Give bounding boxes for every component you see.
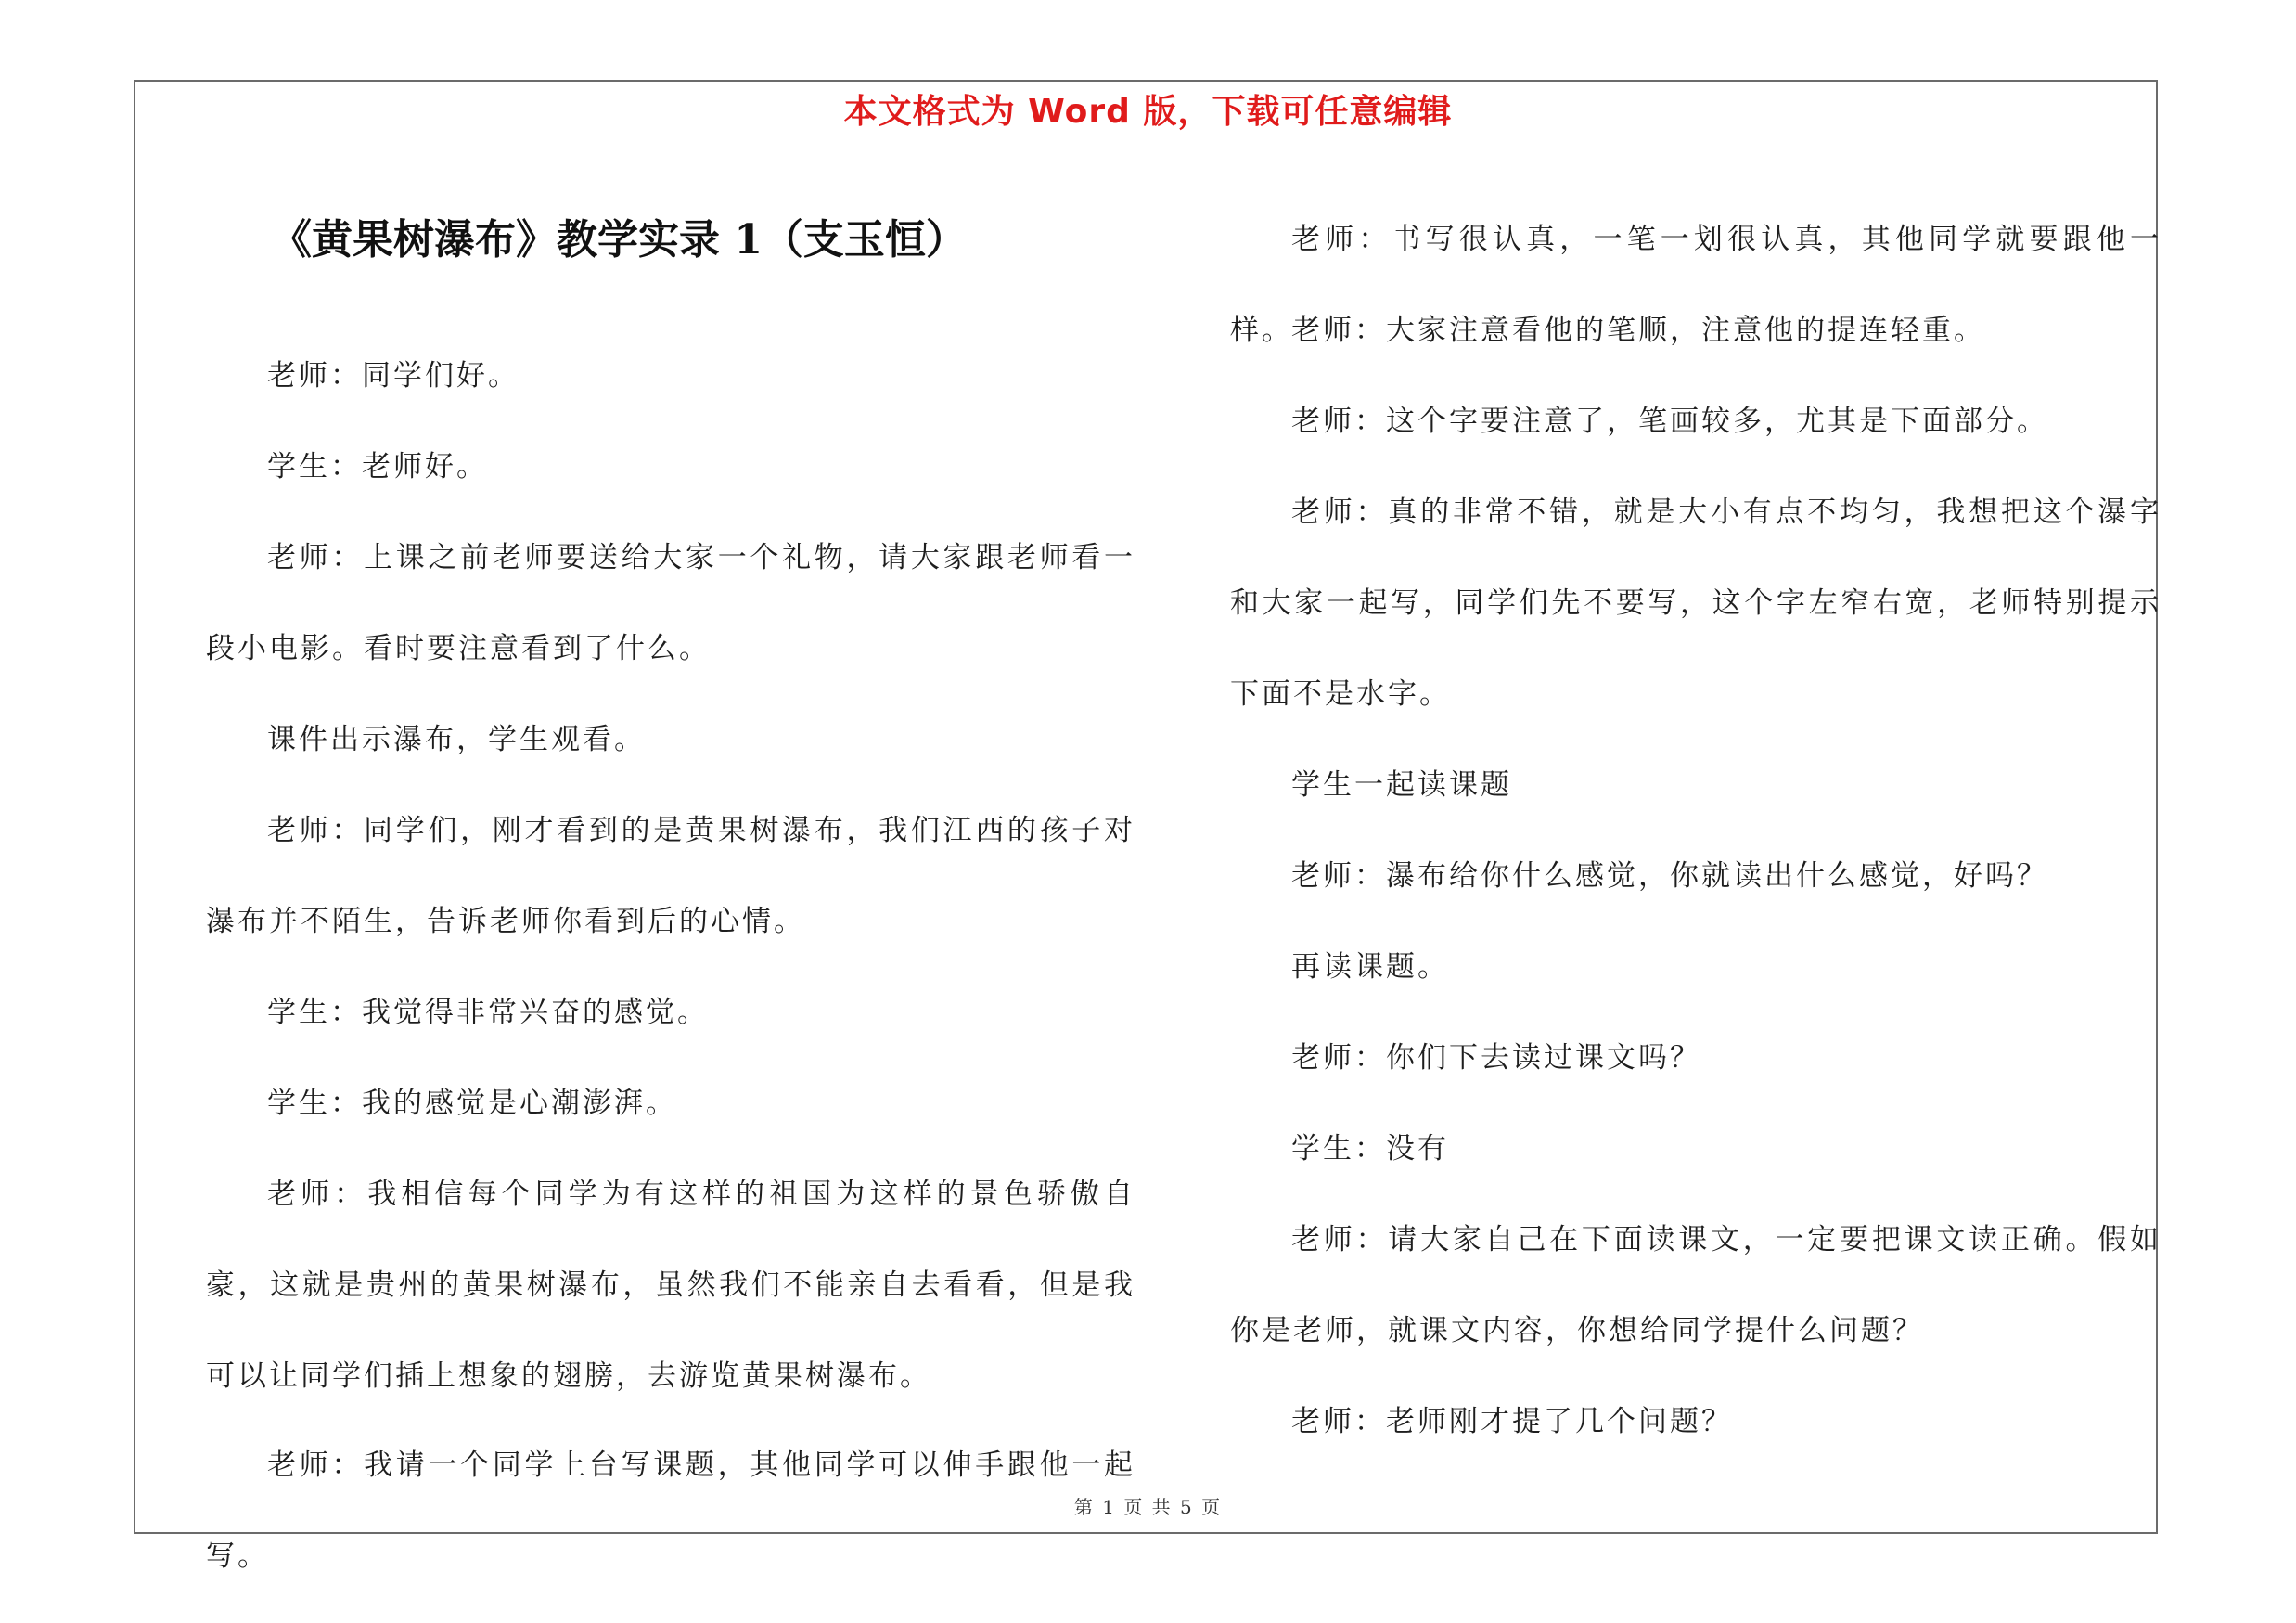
paragraph: 学生：没有 <box>1291 1132 1449 1166</box>
paragraph: 老师：请大家自己在下面读课文，一定要把课文读正确。假如你是老师，就课文内容，你想给同学提什么问题？ <box>1230 1223 2161 1347</box>
paragraph: 老师：这个字要注意了，笔画较多，尤其是下面部分。 <box>1291 405 2048 438</box>
document-title: 《黄果树瀑布》教学实录 1（支玉恒） <box>271 216 967 264</box>
paragraph: 老师：同学们好。 <box>267 359 519 393</box>
paragraph: 学生：我的感觉是心潮澎湃。 <box>267 1087 677 1120</box>
paragraph: 老师：大家注意看他的笔顺，注意他的提连轻重。 <box>1291 314 1985 347</box>
format-banner: 本文格式为 Word 版，下载可任意编辑 <box>843 93 1453 131</box>
paragraph: 老师：我请一个同学上台写课题，其他同学可以伸手跟他一起写。 <box>206 1449 1135 1573</box>
paragraph: 学生：我觉得非常兴奋的感觉。 <box>267 996 709 1029</box>
paragraph: 老师：真的非常不错，就是大小有点不均匀，我想把这个瀑字和大家一起写，同学们先不要写，这个字左窄右宽，老师特别提示下面不是水字。 <box>1230 496 2161 711</box>
paragraph: 老师：你们下去读过课文吗？ <box>1291 1041 1701 1075</box>
paragraph: 老师：同学们，刚才看到的是黄果树瀑布，我们江西的孩子对瀑布并不陌生，告诉老师你看到后的心情。 <box>206 814 1135 938</box>
paragraph: 学生：老师好。 <box>267 450 488 483</box>
paragraph: 老师：我相信每个同学为有这样的祖国为这样的景色骄傲自豪，这就是贵州的黄果树瀑布，虽然我们不能亲自去看看，但是我可以让同学们插上想象的翅膀，去游览黄果树瀑布。 <box>206 1178 1135 1393</box>
paragraph: 老师：老师刚才提了几个问题？ <box>1291 1405 1733 1438</box>
paragraph: 学生一起读课题 <box>1291 768 1512 802</box>
paragraph: 课件出示瀑布，学生观看。 <box>267 723 646 756</box>
paragraph: 老师：瀑布给你什么感觉，你就读出什么感觉，好吗？ <box>1291 859 2048 893</box>
paragraph: 老师：上课之前老师要送给大家一个礼物，请大家跟老师看一段小电影。看时要注意看到了什么。 <box>206 541 1135 665</box>
paragraph: 老师：书写很认真，一笔一划很认真，其他同学就要跟他一样。 <box>1230 223 2161 347</box>
paragraph: 再读课题。 <box>1291 950 1449 984</box>
page-number: 第 1 页 共 5 页 <box>1073 1496 1223 1518</box>
